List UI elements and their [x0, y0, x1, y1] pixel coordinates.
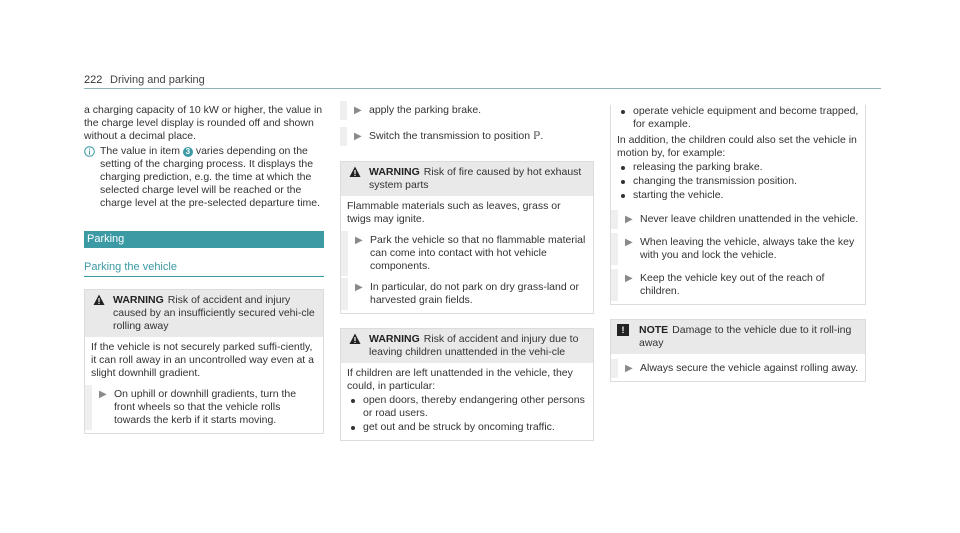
warning-title: Risk of accident and injury caused by an insufficiently secured vehi-cle rolling away [113, 294, 315, 332]
warning-label: WARNING [369, 166, 420, 178]
arrow-right-icon: ▶ [355, 282, 363, 293]
warning-body [341, 196, 593, 313]
warning-box-rolling [84, 289, 324, 434]
note-body [611, 354, 865, 381]
arrow-right-icon: ▶ [99, 389, 107, 400]
arrow-right-icon: ▶ [625, 214, 633, 225]
step-text: Park the vehicle so that no flammable material can come into contact with hot vehicle components. [370, 234, 586, 272]
column-2 [340, 104, 594, 441]
note-label: NOTE [639, 324, 669, 336]
step-text: On uphill or downhill gradients, turn the front wheels so that the vehicle rolls towards the kerb if it starts moving. [114, 388, 297, 426]
column-1 [84, 104, 324, 434]
warning-text: In addition, the children could also set the vehicle in motion by, for example: [617, 134, 857, 159]
warning-triangle-icon [349, 166, 361, 178]
section-title-bar: Parking [84, 231, 324, 248]
column-3 [610, 104, 866, 382]
warning-label: WARNING [369, 333, 420, 345]
arrow-right-icon: ▶ [354, 131, 362, 142]
note-header [611, 320, 865, 354]
warning-header [85, 290, 323, 337]
warning-header [341, 162, 593, 196]
note-step [611, 362, 859, 375]
item-number-badge: 3 [183, 147, 193, 157]
warning-label: WARNING [113, 294, 164, 306]
step-text: apply the parking brake. [369, 104, 482, 116]
warning-title: Risk of accident and injury due to leaving children unattended in the vehi-cle [369, 333, 579, 358]
step-text: Keep the vehicle key out of the reach of children. [640, 272, 825, 297]
arrow-right-icon: ▶ [355, 235, 363, 246]
bullet-item: get out and be struck by oncoming traffic. [347, 421, 587, 434]
warning-text: Flammable materials such as leaves, grass or twigs may ignite. [347, 200, 561, 225]
warning-header [341, 329, 593, 363]
warning-triangle-icon [93, 294, 105, 306]
step-text: Always secure the vehicle against rolling away. [640, 362, 859, 374]
bullet-item: open doors, thereby endangering other persons or road users. [347, 394, 587, 420]
bullet-item: releasing the parking brake. [617, 161, 859, 174]
warning-step [85, 388, 317, 427]
step-item [340, 130, 594, 143]
warning-text: If children are left unattended in the vehicle, they could, in particular: [347, 367, 573, 392]
warning-step [341, 234, 587, 273]
warning-step [341, 281, 587, 307]
warning-step [611, 236, 859, 262]
step-text: Switch the transmission to position ℙ. [369, 130, 544, 142]
step-item [340, 104, 594, 117]
info-icon [84, 146, 95, 157]
page-header [84, 74, 881, 89]
step-text: In particular, do not park on dry grass-land or harvested grain fields. [370, 281, 579, 306]
page-number: 222 [84, 74, 103, 86]
arrow-right-icon: ▶ [625, 363, 633, 374]
note-box [610, 319, 866, 382]
warning-box-fire [340, 161, 594, 314]
arrow-right-icon: ▶ [625, 273, 633, 284]
warning-title: Risk of fire caused by hot exhaust system parts [369, 166, 582, 191]
arrow-right-icon: ▶ [625, 237, 633, 248]
warning-step [611, 272, 859, 298]
step-text: Never leave children unattended in the vehicle. [640, 213, 859, 225]
warning-triangle-icon [349, 333, 361, 345]
warning-box-children [340, 328, 594, 441]
info-note [84, 145, 324, 210]
note-title: Damage to the vehicle due to it roll-ing away [639, 324, 852, 349]
chapter-title: Driving and parking [110, 74, 205, 86]
warning-step [611, 213, 859, 226]
warning-body [85, 337, 323, 433]
info-text-post: varies depending on the setting of the charging process. It displays the charging prediction, e.g. the time at which the selected charge level will be reached or the charge level at the pre-selected departure time. [100, 145, 321, 209]
arrow-right-icon: ▶ [354, 105, 362, 116]
warning-text: If the vehicle is not securely parked suffi-ciently, it can roll away in an uncontrolled way even at a slight downhill gradient. [91, 341, 314, 379]
intro-paragraph: a charging capacity of 10 kW or higher, the value in the charge level display is rounded off and shown without a decimal place. [84, 104, 323, 142]
bullet-item: operate vehicle equipment and become trapped, for example. [617, 105, 859, 131]
note-icon: ! [617, 324, 629, 336]
step-text: When leaving the vehicle, always take the key with you and lock the vehicle. [640, 236, 855, 261]
warning-box-continued [610, 105, 866, 305]
bullet-item: starting the vehicle. [617, 189, 859, 202]
sub-heading: Parking the vehicle [84, 261, 324, 277]
info-text-pre: The value in item [100, 145, 180, 157]
warning-body [341, 363, 593, 440]
bullet-item: changing the transmission position. [617, 175, 859, 188]
